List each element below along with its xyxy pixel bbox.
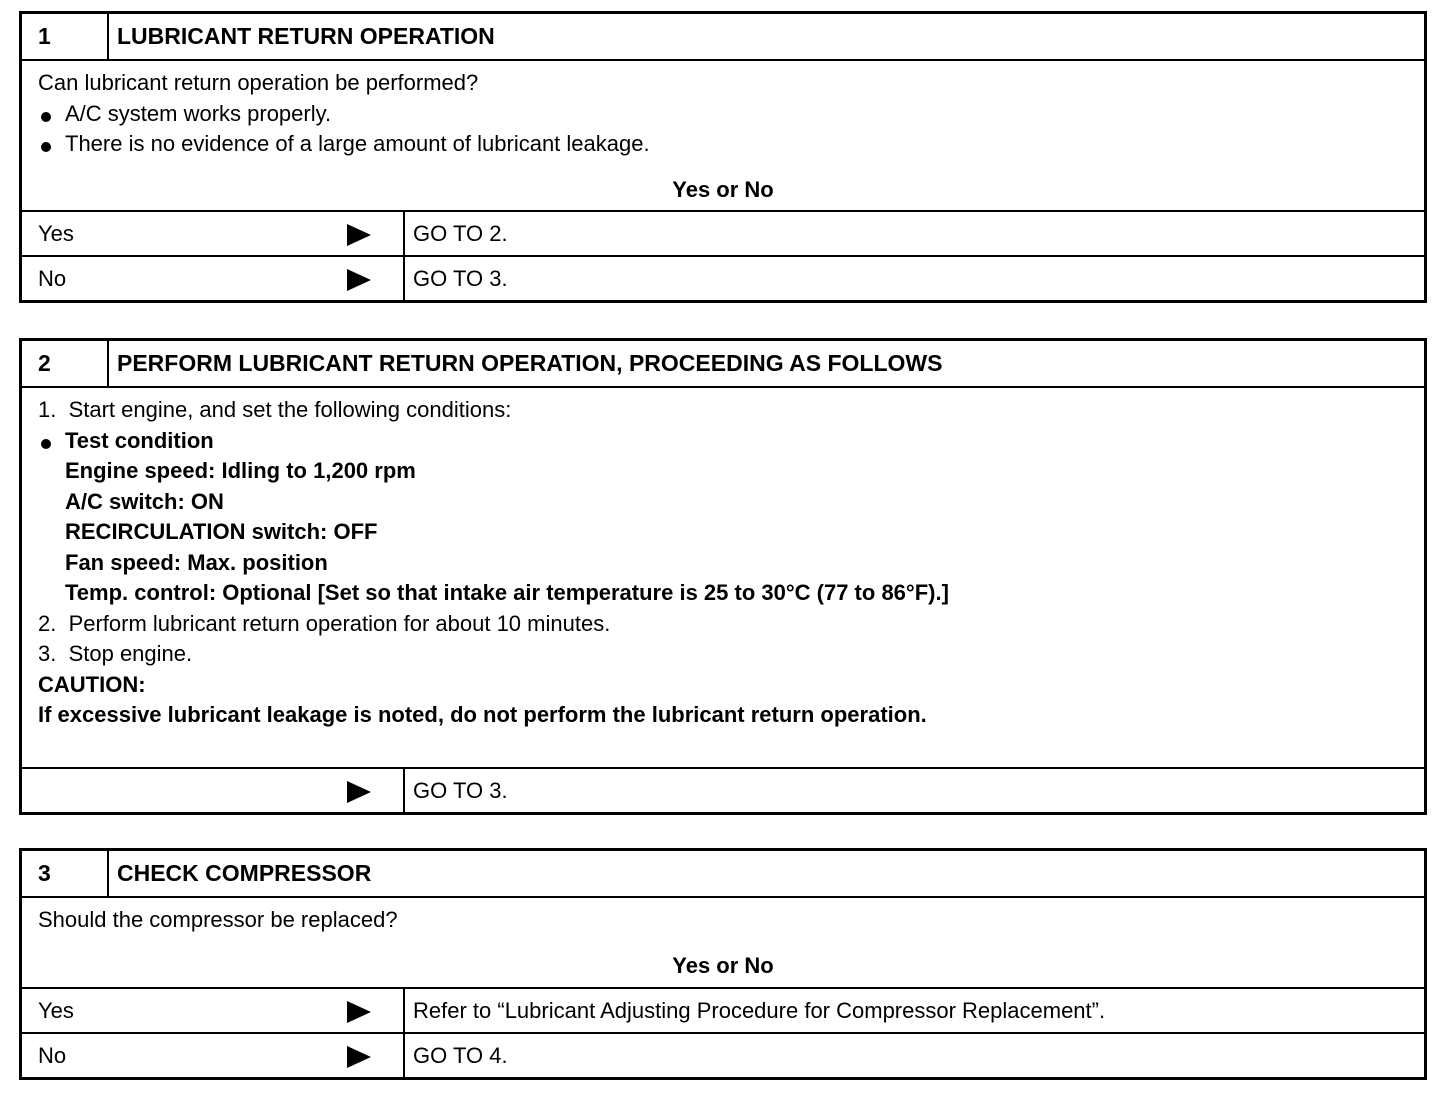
step-3-body — [22, 898, 1424, 989]
answer-row — [22, 212, 1424, 257]
yes-or-no-label: Yes or No — [672, 177, 774, 202]
step-title: PERFORM LUBRICANT RETURN OPERATION, PROCEEDING AS FOLLOWS — [117, 350, 943, 376]
arrow-right-icon — [347, 781, 371, 803]
condition-item: Fan speed: Max. position — [65, 549, 328, 575]
condition-item: Engine speed: Idling to 1,200 rpm — [65, 458, 416, 483]
caution-label: CAUTION: — [38, 671, 146, 697]
condition-item: RECIRCULATION switch: OFF — [65, 519, 378, 544]
step-title: CHECK COMPRESSOR — [117, 860, 372, 886]
arrow-right-icon — [347, 224, 371, 246]
answer-cell — [22, 257, 405, 300]
step-2-box — [19, 338, 1427, 815]
result-cell: Refer to “Lubricant Adjusting Procedure for Compressor Replacement”. — [413, 998, 1106, 1023]
step-1-box — [19, 11, 1427, 303]
step-3-header — [22, 851, 1424, 898]
answer-label: Yes — [38, 221, 74, 246]
result-cell: GO TO 3. — [413, 778, 508, 803]
arrow-right-icon — [347, 1001, 371, 1023]
bullet-item: There is no evidence of a large amount of lubricant leakage. — [38, 129, 1424, 160]
step-2-body — [22, 388, 1424, 769]
step-number: 3 — [22, 851, 109, 896]
result-cell: GO TO 2. — [413, 221, 508, 246]
instruction-line: 2. Perform lubricant return operation for about 10 minutes. — [38, 610, 611, 636]
result-cell: GO TO 3. — [413, 266, 508, 291]
arrow-right-icon — [347, 269, 371, 291]
instruction-line: 3. Stop engine. — [38, 641, 193, 666]
answer-label: Yes — [38, 998, 74, 1023]
answer-cell — [22, 769, 405, 812]
condition-item: Temp. control: Optional [Set so that intake air temperature is 25 to 30°C (77 to 86°F).] — [65, 580, 949, 605]
step-number: 2 — [22, 341, 109, 386]
test-condition-label: Test condition — [38, 426, 1424, 457]
result-cell: GO TO 4. — [413, 1043, 508, 1068]
answer-cell — [22, 212, 405, 255]
step-1-header — [22, 14, 1424, 61]
answer-row — [22, 769, 1424, 812]
step-2-header — [22, 341, 1424, 388]
arrow-right-icon — [347, 1046, 371, 1068]
answer-cell — [22, 989, 405, 1032]
instruction-line: 1. Start engine, and set the following conditions: — [38, 397, 512, 422]
answer-label: No — [38, 1043, 67, 1068]
answer-row — [22, 257, 1424, 300]
question: Can lubricant return operation be performed? — [38, 70, 479, 95]
bullet-item: A/C system works properly. — [38, 99, 1424, 130]
condition-item: A/C switch: ON — [65, 488, 224, 514]
answer-row — [22, 989, 1424, 1034]
answer-label: No — [38, 266, 67, 291]
question: Should the compressor be replaced? — [38, 907, 398, 932]
step-3-box — [19, 848, 1427, 1080]
answer-row — [22, 1034, 1424, 1077]
yes-or-no-label: Yes or No — [672, 953, 774, 978]
answer-cell — [22, 1034, 405, 1077]
caution-text: If excessive lubricant leakage is noted, do not perform the lubricant return operation. — [38, 702, 927, 727]
step-title: LUBRICANT RETURN OPERATION — [117, 23, 495, 49]
step-1-body — [22, 61, 1424, 212]
step-number: 1 — [22, 14, 109, 59]
